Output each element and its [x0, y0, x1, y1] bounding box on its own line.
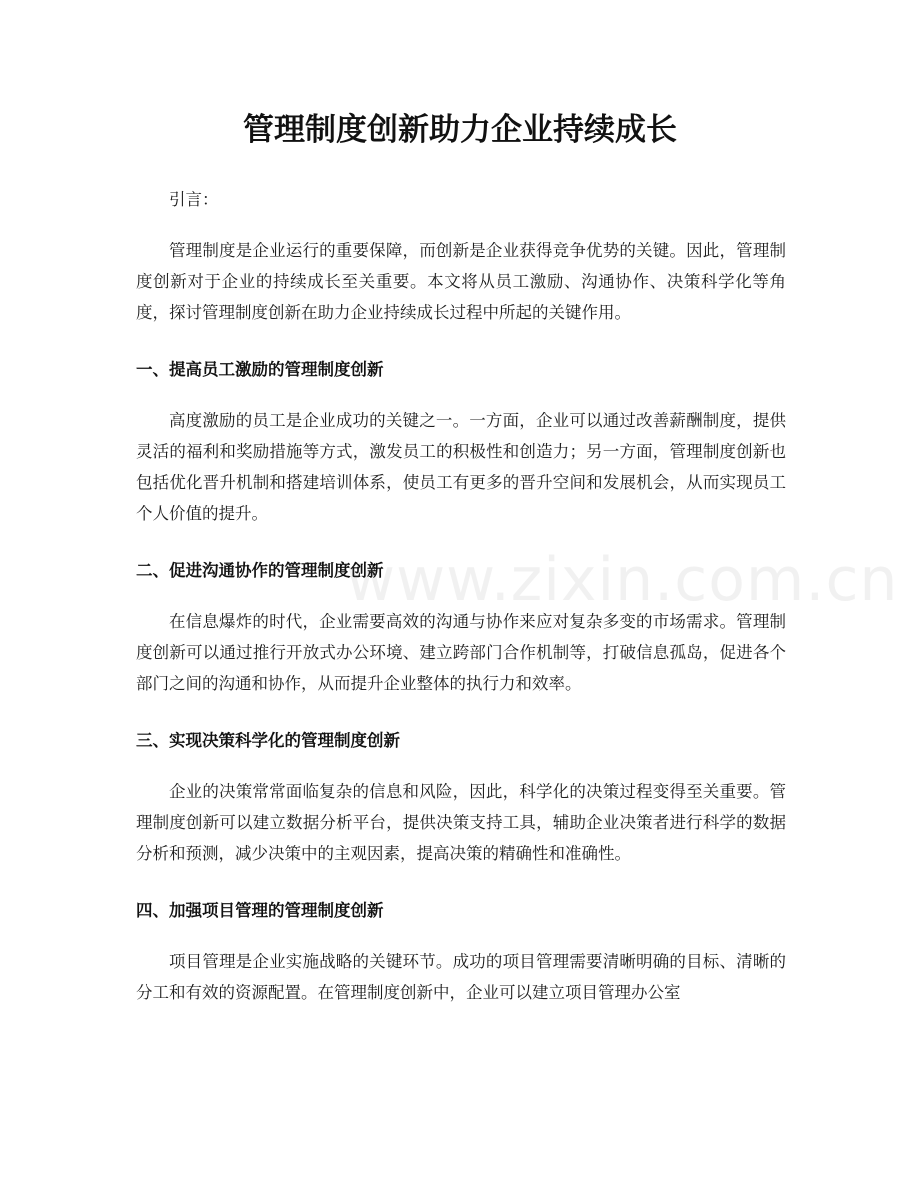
section-3-paragraph: 企业的决策常常面临复杂的信息和风险，因此，科学化的决策过程变得至关重要。管理制度创新可以建立数据分析平台，提供决策支持工具，辅助企业决策者进行科学的数据分析和预测，减少决策中的主观因素，提高决策的精确性和准确性。 — [136, 782, 786, 863]
section-4-heading: 四、加强项目管理的管理制度创新 — [136, 901, 384, 920]
section-4-paragraph: 项目管理是企业实施战略的关键环节。成功的项目管理需要清晰明确的目标、清晰的分工和有效的资源配置。在管理制度创新中，企业可以建立项目管理办公室 — [136, 952, 786, 1002]
intro-paragraph: 管理制度是企业运行的重要保障，而创新是企业获得竞争优势的关键。因此，管理制度创新对于企业的持续成长至关重要。本文将从员工激励、沟通协作、决策科学化等角度，探讨管理制度创新在助力企业持续成长过程中所起的关键作用。 — [136, 241, 786, 322]
watermark-text: www.zixin.com.cn — [346, 545, 899, 615]
section-2-heading: 二、促进沟通协作的管理制度创新 — [136, 561, 384, 580]
section-3-heading: 三、实现决策科学化的管理制度创新 — [136, 731, 400, 750]
section-1-heading: 一、提高员工激励的管理制度创新 — [136, 360, 384, 379]
document-title: 管理制度创新助力企业持续成长 — [243, 112, 677, 148]
section-2-paragraph: 在信息爆炸的时代，企业需要高效的沟通与协作来应对复杂多变的市场需求。管理制度创新可以通过推行开放式办公环境、建立跨部门合作机制等，打破信息孤岛，促进各个部门之间的沟通和协作，从而提升企业整体的执行力和效率。 — [136, 612, 786, 693]
section-1-paragraph: 高度激励的员工是企业成功的关键之一。一方面，企业可以通过改善薪酬制度，提供灵活的福利和奖励措施等方式，激发员工的积极性和创造力；另一方面，管理制度创新也包括优化晋升机制和搭建培训体系，使员工有更多的晋升空间和发展机会，从而实现员工个人价值的提升。 — [136, 411, 786, 523]
document-body — [136, 184, 786, 1008]
intro-label: 引言： — [169, 190, 219, 209]
